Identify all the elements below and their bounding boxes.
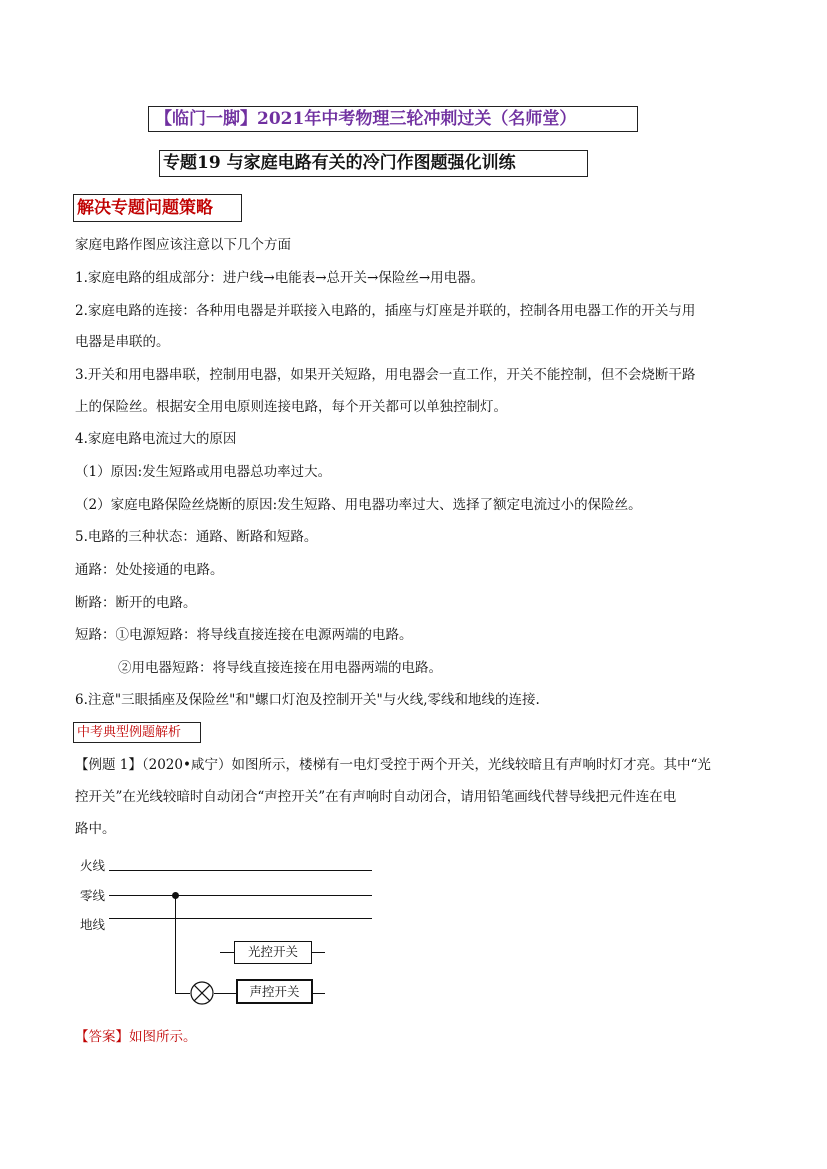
example-heading: 中考典型例题解析	[73, 722, 201, 743]
neutral-wire-label: 零线	[80, 888, 106, 903]
lamp-icon	[190, 981, 214, 1005]
strategy-paragraph: （2）家庭电路保险丝烧断的原因:发生短路、用电器功率过大、选择了额定电流过小的保险丝。	[75, 497, 642, 513]
strategy-paragraph: 短路：①电源短路：将导线直接连接在电源两端的电路。	[75, 627, 413, 643]
sound-switch-box: 声控开关	[236, 979, 313, 1004]
answer-text: 【答案】如图所示。	[75, 1029, 197, 1045]
strategy-paragraph: 电器是串联的。	[75, 334, 170, 350]
light-switch-box: 光控开关	[234, 941, 312, 964]
lamp-to-switch-wire	[214, 993, 236, 994]
ground-wire-label: 地线	[80, 917, 106, 932]
strategy-heading: 解决专题问题策略	[73, 194, 242, 222]
live-wire	[109, 870, 372, 871]
lamp-lead-wire	[175, 993, 190, 994]
light-switch-left-lead	[220, 952, 234, 953]
strategy-paragraph: 2.家庭电路的连接：各种用电器是并联接入电路的，插座与灯座是并联的，控制各用电器工作的开关与用	[75, 303, 696, 319]
sound-switch-right-lead	[313, 993, 325, 994]
strategy-paragraph: （1）原因:发生短路或用电器总功率过大。	[75, 464, 332, 480]
example-text-line: 路中。	[75, 821, 116, 837]
ground-wire	[109, 918, 372, 919]
strategy-paragraph: 5.电路的三种状态：通路、断路和短路。	[75, 529, 318, 545]
strategy-paragraph: 3.开关和用电器串联，控制用电器，如果开关短路，用电器会一直工作，开关不能控制，但不会烧断干路	[75, 367, 696, 383]
strategy-paragraph: 1.家庭电路的组成部分：进户线→电能表→总开关→保险丝→用电器。	[75, 270, 485, 286]
strategy-paragraph: 上的保险丝。根据安全用电原则连接电路，每个开关都可以单独控制灯。	[75, 399, 507, 415]
live-wire-label: 火线	[80, 858, 106, 873]
strategy-paragraph: 家庭电路作图应该注意以下几个方面	[75, 237, 291, 253]
strategy-paragraph: 6.注意"三眼插座及保险丝"和"螺口灯泡及控制开关"与火线,零线和地线的连接.	[75, 692, 540, 708]
neutral-wire	[109, 895, 372, 896]
light-switch-right-lead	[312, 952, 325, 953]
strategy-paragraph: 通路：处处接通的电路。	[75, 562, 224, 578]
strategy-paragraph: 4.家庭电路电流过大的原因	[75, 431, 237, 447]
strategy-paragraph: ②用电器短路：将导线直接连接在用电器两端的电路。	[118, 660, 442, 676]
strategy-paragraph: 断路：断开的电路。	[75, 595, 197, 611]
document-title: 【临门一脚】2021年中考物理三轮冲刺过关（名师堂）	[148, 106, 638, 132]
example-text-line: 控开关”在光线较暗时自动闭合“声控开关”在有声响时自动闭合，请用铅笔画线代替导线把元件连在电	[75, 789, 677, 805]
document-subtitle: 专题19 与家庭电路有关的冷门作图题强化训练	[159, 150, 588, 177]
neutral-branch-wire	[175, 895, 176, 993]
example-text-line: 【例题 1】（2020•咸宁）如图所示，楼梯有一电灯受控于两个开关，光线较暗且有声响时灯才亮。其中“光	[75, 757, 711, 773]
